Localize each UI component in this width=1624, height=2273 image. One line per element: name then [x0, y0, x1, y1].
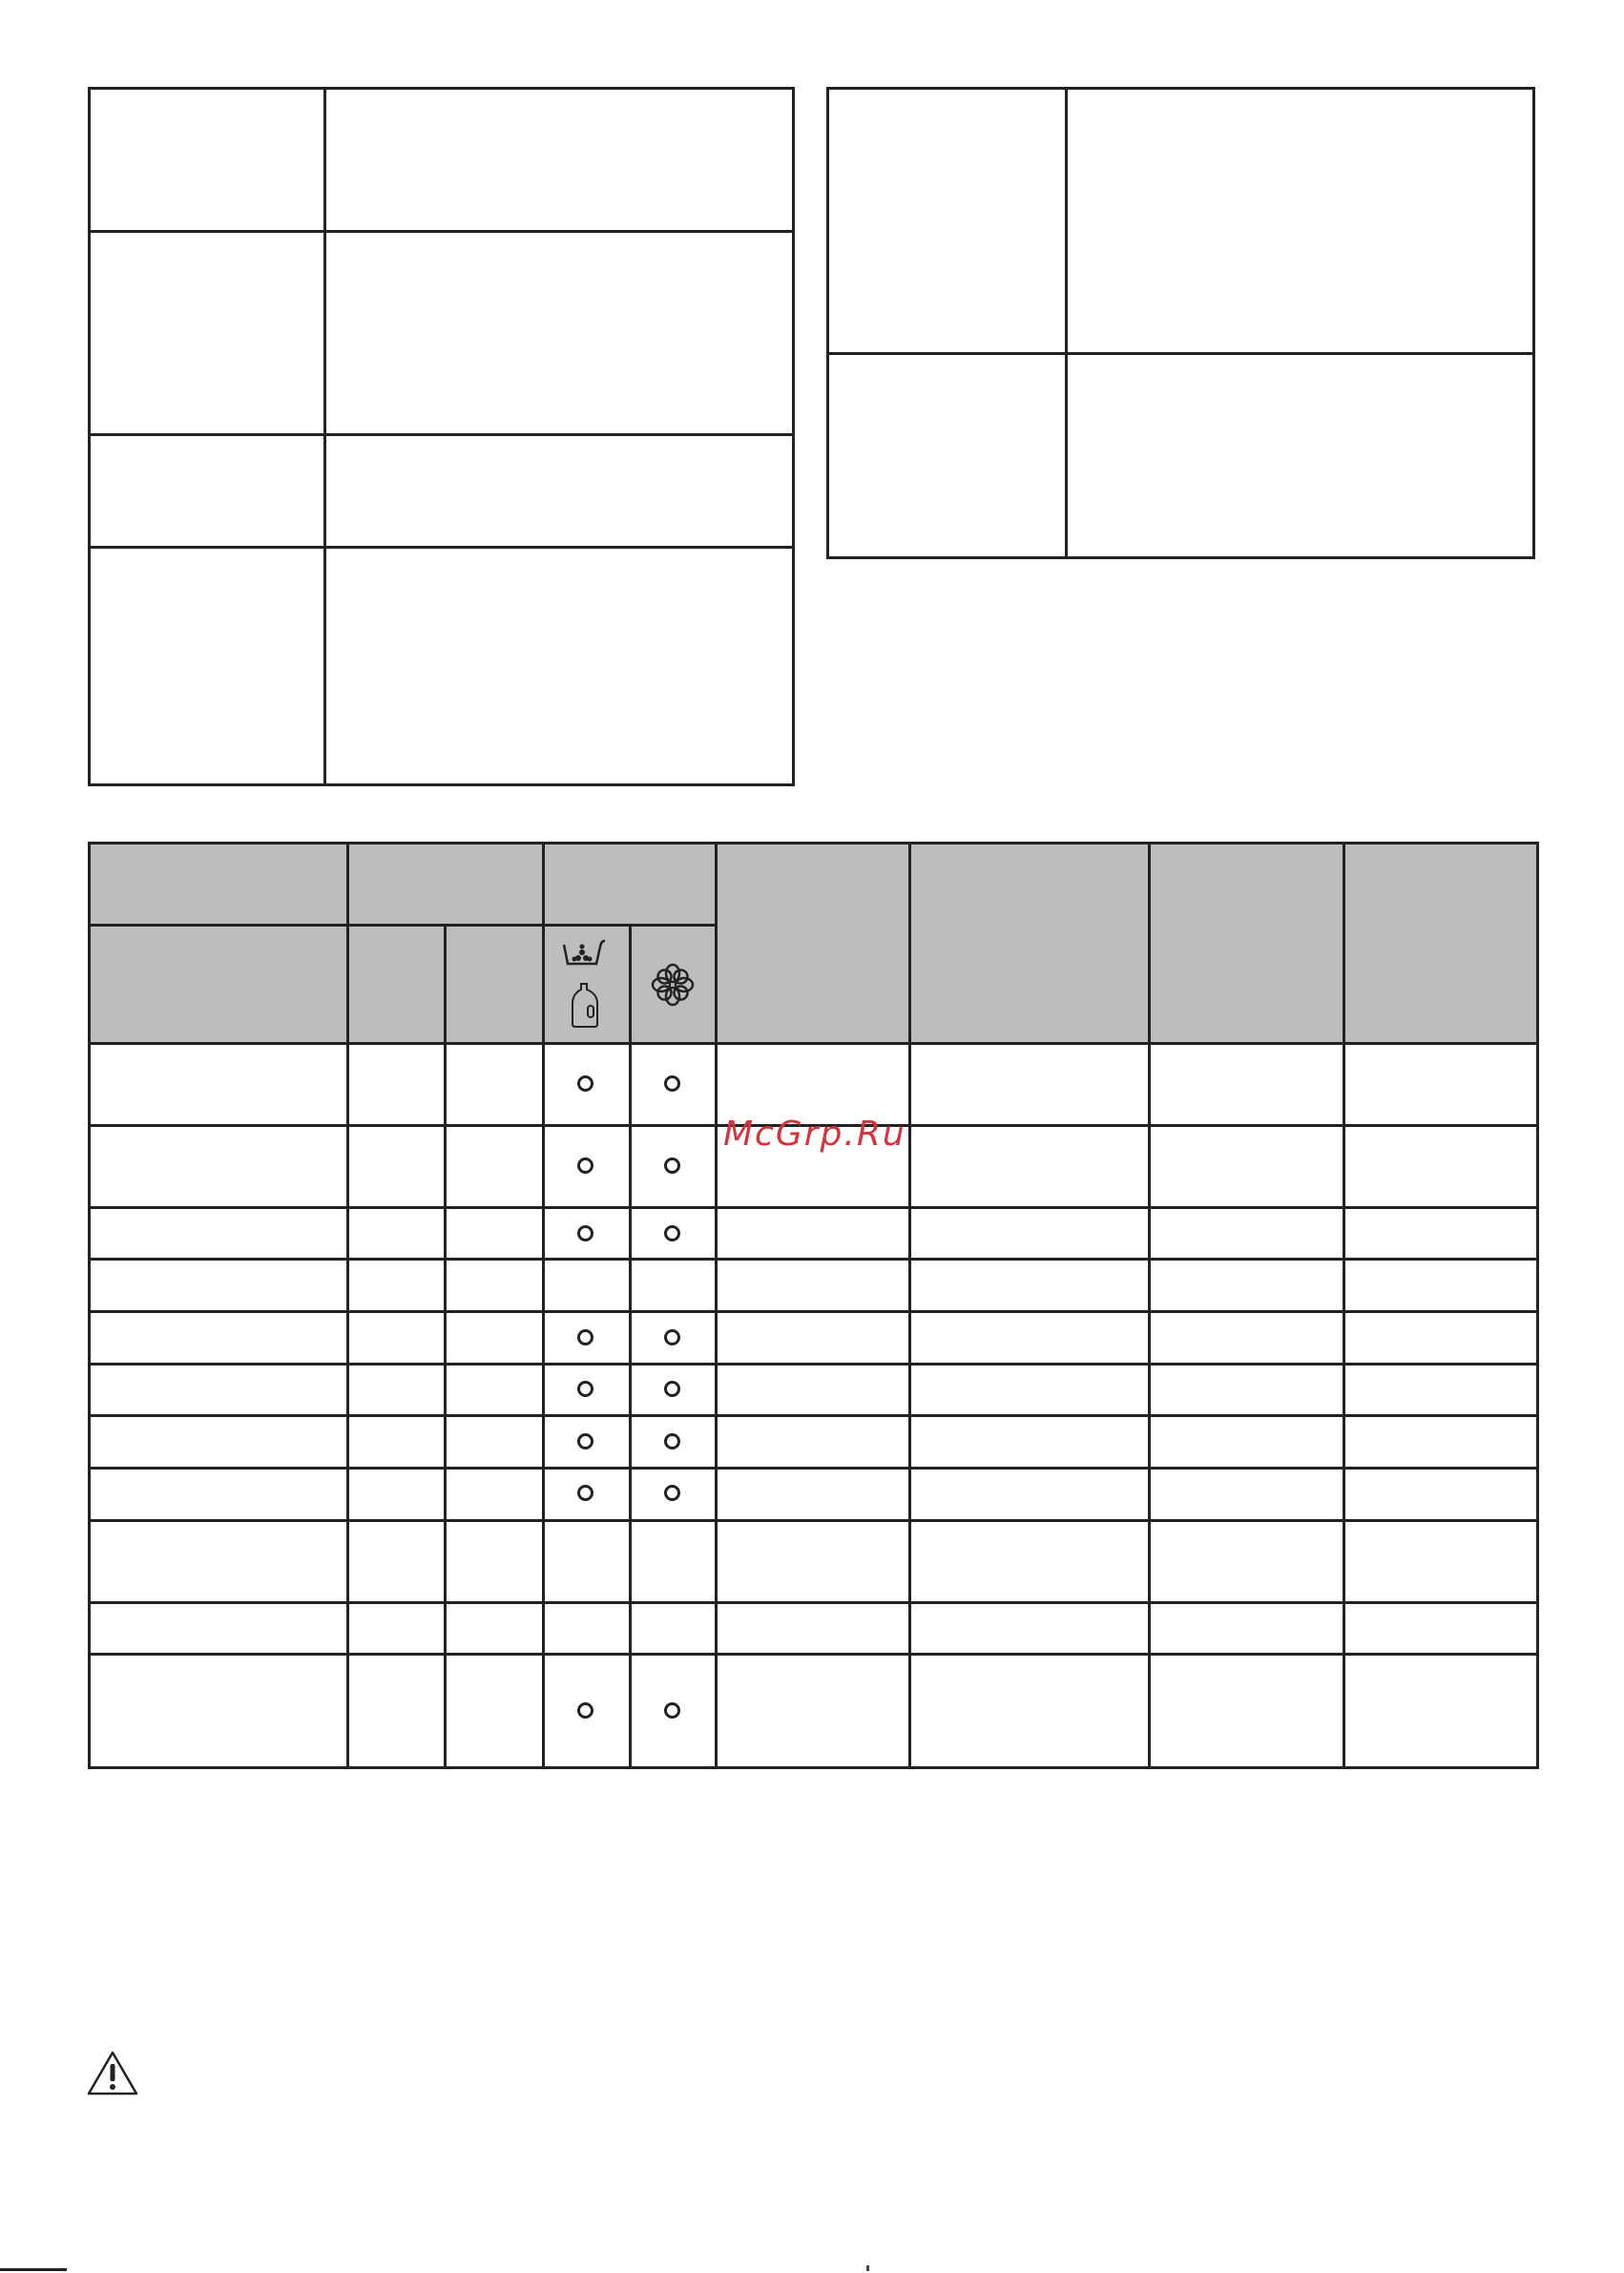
option-circle [664, 1225, 680, 1241]
option-circle [664, 1381, 680, 1397]
option-circle [577, 1075, 593, 1092]
option-circle [664, 1433, 680, 1449]
top-left-row-line [88, 230, 795, 233]
row-line [88, 1653, 1539, 1656]
top-right-row-line [826, 352, 1535, 355]
col-line [444, 924, 447, 1769]
top-left-table [88, 87, 795, 786]
row-line [88, 1258, 1539, 1261]
row-line [88, 1601, 1539, 1604]
option-circle [577, 1702, 593, 1719]
softener-flower-icon [650, 962, 696, 1008]
watermark-text: McGrp.Ru [723, 1115, 906, 1154]
col-line [715, 842, 718, 1769]
row-line [88, 1363, 1539, 1366]
option-circle [664, 1702, 680, 1719]
col-line [1343, 842, 1345, 1769]
row-line [88, 1206, 1539, 1209]
col-line [542, 842, 545, 1769]
warning-triangle-icon [86, 2050, 139, 2097]
option-circle [577, 1433, 593, 1449]
row-line [88, 1467, 1539, 1470]
col-line [629, 924, 632, 1769]
col-line [1148, 842, 1151, 1769]
top-left-row-line [88, 546, 795, 549]
top-left-table-divider [323, 87, 326, 786]
option-circle [664, 1075, 680, 1092]
row-line [88, 1310, 1539, 1313]
option-circle [577, 1329, 593, 1345]
top-right-table-divider [1065, 87, 1068, 559]
option-circle [577, 1485, 593, 1501]
top-left-row-line [88, 433, 795, 436]
option-circle [577, 1157, 593, 1174]
liquid-detergent-icon [571, 981, 601, 1029]
bottom-mark [866, 2265, 869, 2271]
bottom-mark [0, 2268, 67, 2271]
option-circle [577, 1225, 593, 1241]
program-table-border [88, 842, 1539, 1769]
option-circle [577, 1381, 593, 1397]
header-bottom-line [88, 1042, 1539, 1045]
row-line [88, 1414, 1539, 1417]
option-circle [664, 1329, 680, 1345]
option-circle [664, 1485, 680, 1501]
row-line [88, 1519, 1539, 1522]
col-line [346, 842, 349, 1769]
prewash-detergent-icon [561, 939, 607, 970]
top-right-table [826, 87, 1535, 559]
col-line [908, 842, 911, 1769]
option-circle [664, 1157, 680, 1174]
header-subline [88, 924, 715, 927]
